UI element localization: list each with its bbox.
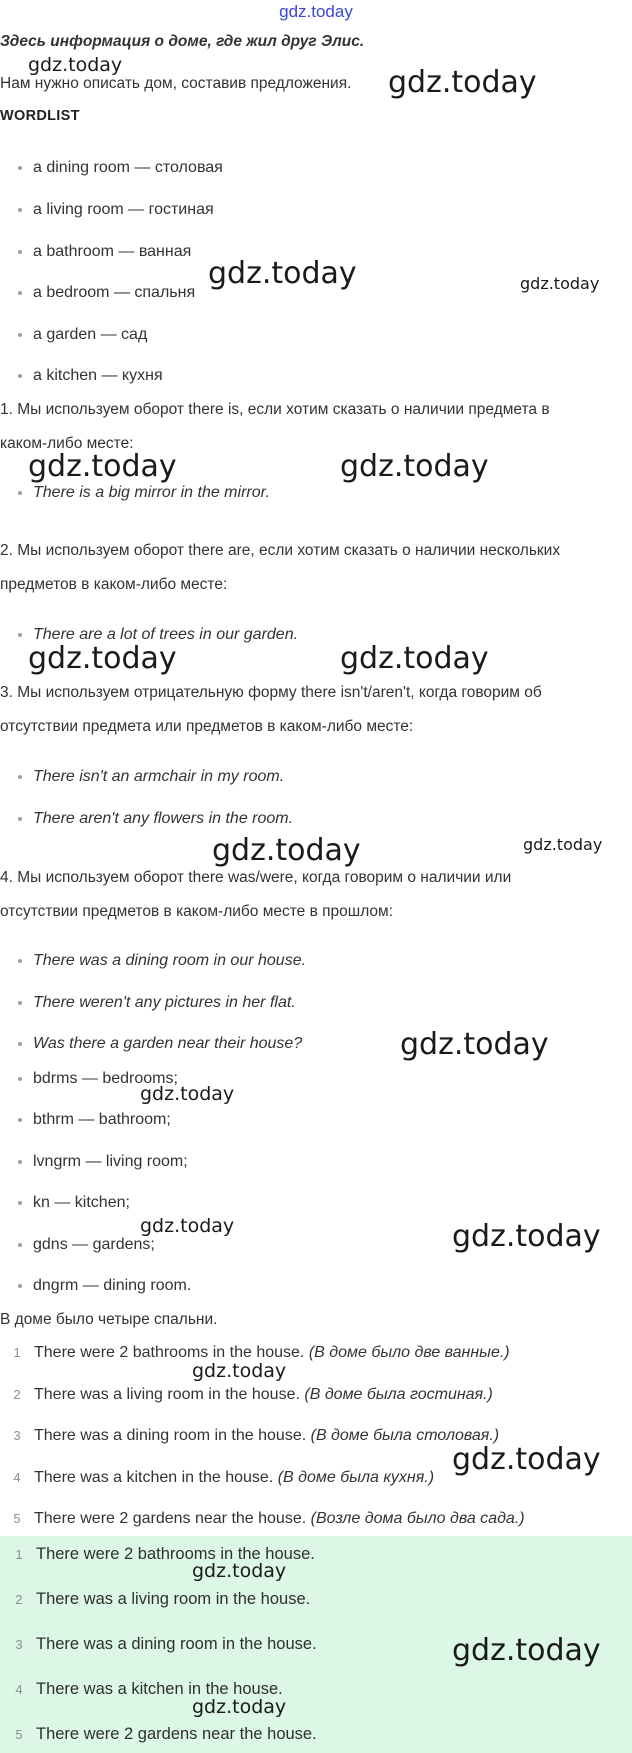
summary-text: В доме было четыре спальни. [0, 1311, 218, 1328]
numbered-sentence: 3 There was a dining room in the house. (В доме была столовая.) [13, 1427, 500, 1444]
watermark: gdz.today [340, 641, 489, 676]
rule-example: There isn't an armchair in my room. [18, 766, 284, 788]
watermark: gdz.today [140, 1215, 235, 1237]
watermark: gdz.today [520, 274, 600, 293]
rule-1-text: 1. Мы используем оборот there is, если хотим сказать о наличии предмета в каком-либо месте: [0, 401, 550, 452]
wordlist-item: a garden — сад [18, 324, 147, 346]
abbreviation-item: bdrms — bedrooms; [18, 1068, 178, 1090]
intro-line-1: Здесь информация о доме, где жил друг Элис. [0, 33, 365, 50]
abbreviation-item: kn — kitchen; [18, 1192, 130, 1214]
abbreviation-item: gdns — gardens; [18, 1234, 155, 1256]
numbered-sentence: 4 There was a kitchen in the house. (В доме была кухня.) [13, 1469, 435, 1486]
abbreviation-item: bthrm — bathroom; [18, 1109, 171, 1131]
rule-example: Was there a garden near their house? [18, 1033, 302, 1055]
watermark: gdz.today [192, 1360, 287, 1382]
watermark: gdz.today [400, 1027, 549, 1062]
wordlist-item: a bedroom — спальня [18, 282, 195, 304]
rule-2-text: 2. Мы используем оборот there are, если хотим сказать о наличии нескольких предметов в каком-либо месте: [0, 542, 561, 593]
watermark: gdz.today [523, 835, 603, 854]
answer-item: 2 There was a living room in the house. [15, 1590, 311, 1608]
numbered-sentence: 1 There were 2 bathrooms in the house. (В доме было две ванные.) [13, 1344, 510, 1361]
watermark: gdz.today [140, 1083, 235, 1105]
watermark: gdz.today [192, 1560, 287, 1582]
answer-item: 5 There were 2 gardens near the house. [15, 1725, 317, 1743]
rule-3-text: 3. Мы используем отрицательную форму there isn't/aren't, когда говорим об отсутствии предмета или предметов в каком-либо месте: [0, 684, 542, 735]
answer-item: 4 There was a kitchen in the house. [15, 1680, 283, 1698]
answer-item: 3 There was a dining room in the house. [15, 1635, 317, 1653]
rule-example: There are a lot of trees in our garden. [18, 624, 298, 646]
wordlist-item: a dining room — столовая [18, 157, 223, 179]
answer-item: 1 There were 2 bathrooms in the house. [15, 1545, 315, 1563]
abbreviation-item: dngrm — dining room. [18, 1275, 191, 1297]
watermark: gdz.today [452, 1219, 601, 1254]
watermark: gdz.today [28, 449, 177, 484]
wordlist-item: a kitchen — кухня [18, 365, 163, 387]
wordlist-item: a living room — гостиная [18, 199, 214, 221]
rule-example: There is a big mirror in the mirror. [18, 482, 270, 504]
watermark: gdz.today [212, 833, 361, 868]
intro-line-2: Нам нужно описать дом, составив предложения. [0, 75, 352, 92]
watermark: gdz.today [340, 449, 489, 484]
watermark: gdz.today [192, 1696, 287, 1718]
rule-4-text: 4. Мы используем оборот there was/were, когда говорим о наличии или отсутствии предметов в каком-либо месте в прошлом: [0, 869, 512, 920]
watermark: gdz.today [388, 65, 537, 100]
numbered-sentence: 5 There were 2 gardens near the house. (Возле дома было два сада.) [13, 1510, 525, 1527]
wordlist-title: WORDLIST [0, 108, 80, 124]
watermark: gdz.today [28, 54, 123, 76]
rule-example: There was a dining room in our house. [18, 950, 306, 972]
wordlist-item: a bathroom — ванная [18, 241, 191, 263]
watermark: gdz.today [208, 256, 357, 291]
rule-example: There aren't any flowers in the room. [18, 808, 293, 830]
watermark: gdz.today [28, 641, 177, 676]
abbreviation-item: lvngrm — living room; [18, 1151, 188, 1173]
rule-example: There weren't any pictures in her flat. [18, 992, 296, 1014]
site-logo[interactable]: gdz.today [279, 2, 353, 21]
watermark: gdz.today [452, 1442, 601, 1477]
numbered-sentence: 2 There was a living room in the house. (В доме была гостиная.) [13, 1386, 493, 1403]
watermark: gdz.today [452, 1633, 601, 1668]
